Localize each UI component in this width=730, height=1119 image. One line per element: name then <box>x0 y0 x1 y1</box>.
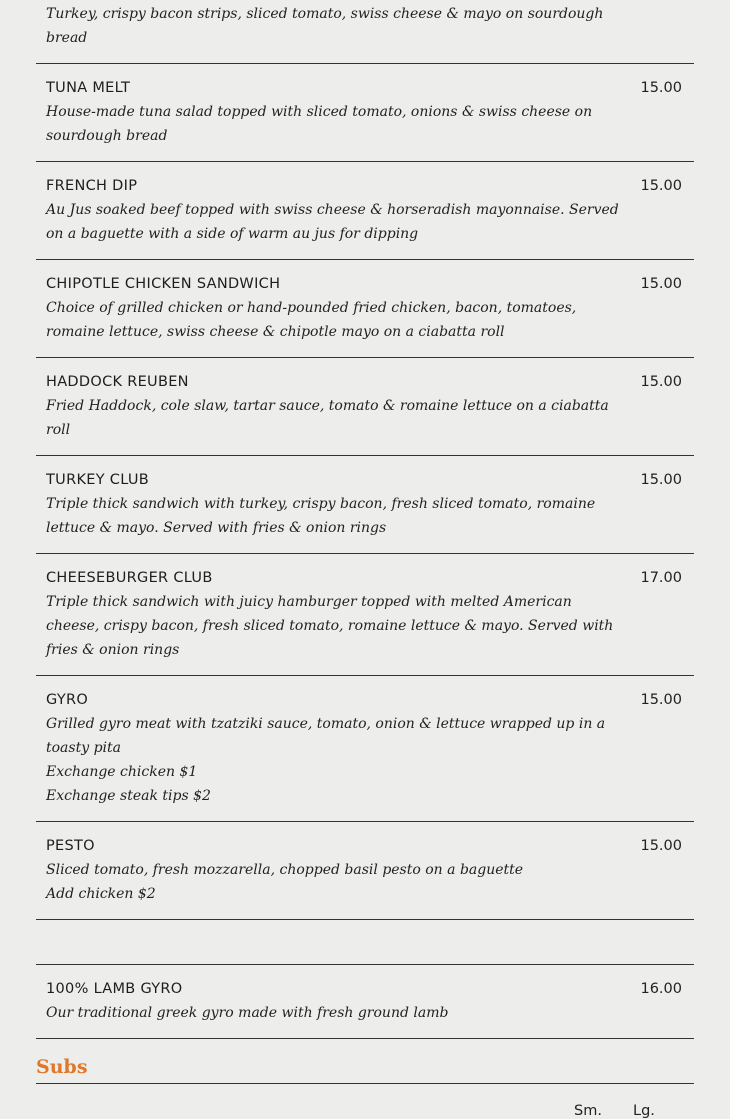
item-description: Choice of grilled chicken or hand-pounded fried chicken, bacon, tomatoes, romaine lettuce, swiss cheese & chipotle mayo on a ciabatta roll <box>46 300 577 340</box>
item-price: 17.00 <box>640 570 682 586</box>
section-title-subs: Subs <box>36 1056 88 1078</box>
menu-item <box>36 64 694 162</box>
item-name: HADDOCK REUBEN <box>46 374 189 390</box>
item-price: 15.00 <box>640 374 682 390</box>
item-price: 15.00 <box>640 692 682 708</box>
section-divider <box>36 920 694 965</box>
menu-item <box>36 358 694 456</box>
item-name: GYRO <box>46 692 89 708</box>
item-price: 15.00 <box>640 80 682 96</box>
item-name: TURKEY CLUB <box>46 472 150 488</box>
size-header-small: Sm. <box>574 1103 602 1119</box>
item-name: CHEESEBURGER CLUB <box>46 570 213 586</box>
item-name: CHIPOTLE CHICKEN SANDWICH <box>46 276 281 292</box>
size-header-large: Lg. <box>633 1103 655 1119</box>
item-price: 15.00 <box>640 838 682 854</box>
menu-item <box>36 260 694 358</box>
menu-item <box>36 162 694 260</box>
item-option: Add chicken $2 <box>46 886 156 902</box>
menu-item <box>36 0 694 64</box>
item-description: Triple thick sandwich with juicy hamburger topped with melted American cheese, crispy bacon, fresh sliced tomato, romaine lettuce & mayo. Served with fries & onion rings <box>46 594 614 658</box>
section-divider <box>36 1039 694 1084</box>
item-name: PESTO <box>46 838 95 854</box>
item-description: Au Jus soaked beef topped with swiss cheese & horseradish mayonnaise. Served on a baguette with a side of warm au jus for dipping <box>46 202 619 242</box>
item-description: Grilled gyro meat with tzatziki sauce, tomato, onion & lettuce wrapped up in a toasty pita <box>46 716 606 756</box>
menu-list <box>36 0 694 1084</box>
item-description: House-made tuna salad topped with sliced tomato, onions & swiss cheese on sourdough bread <box>46 104 593 144</box>
menu-item <box>36 456 694 554</box>
item-description: Sliced tomato, fresh mozzarella, chopped basil pesto on a baguette <box>46 862 524 878</box>
menu-item <box>36 554 694 676</box>
item-description: Triple thick sandwich with turkey, crispy bacon, fresh sliced tomato, romaine lettuce & mayo. Served with fries & onion rings <box>46 496 596 536</box>
menu-item <box>36 822 694 920</box>
item-price: 15.00 <box>640 178 682 194</box>
item-price: 15.00 <box>640 472 682 488</box>
item-description: Turkey, crispy bacon strips, sliced tomato, swiss cheese & mayo on sourdough bread <box>46 6 604 46</box>
menu-item <box>36 965 694 1039</box>
item-name: TUNA MELT <box>46 80 131 96</box>
item-option: Exchange steak tips $2 <box>46 788 211 804</box>
item-price: 15.00 <box>640 276 682 292</box>
menu-item <box>36 676 694 822</box>
item-option: Exchange chicken $1 <box>46 764 198 780</box>
item-name: 100% LAMB GYRO <box>46 981 183 997</box>
item-description: Our traditional greek gyro made with fresh ground lamb <box>46 1005 449 1021</box>
item-price: 16.00 <box>640 981 682 997</box>
item-name: FRENCH DIP <box>46 178 138 194</box>
item-description: Fried Haddock, cole slaw, tartar sauce, tomato & romaine lettuce on a ciabatta roll <box>46 398 609 438</box>
